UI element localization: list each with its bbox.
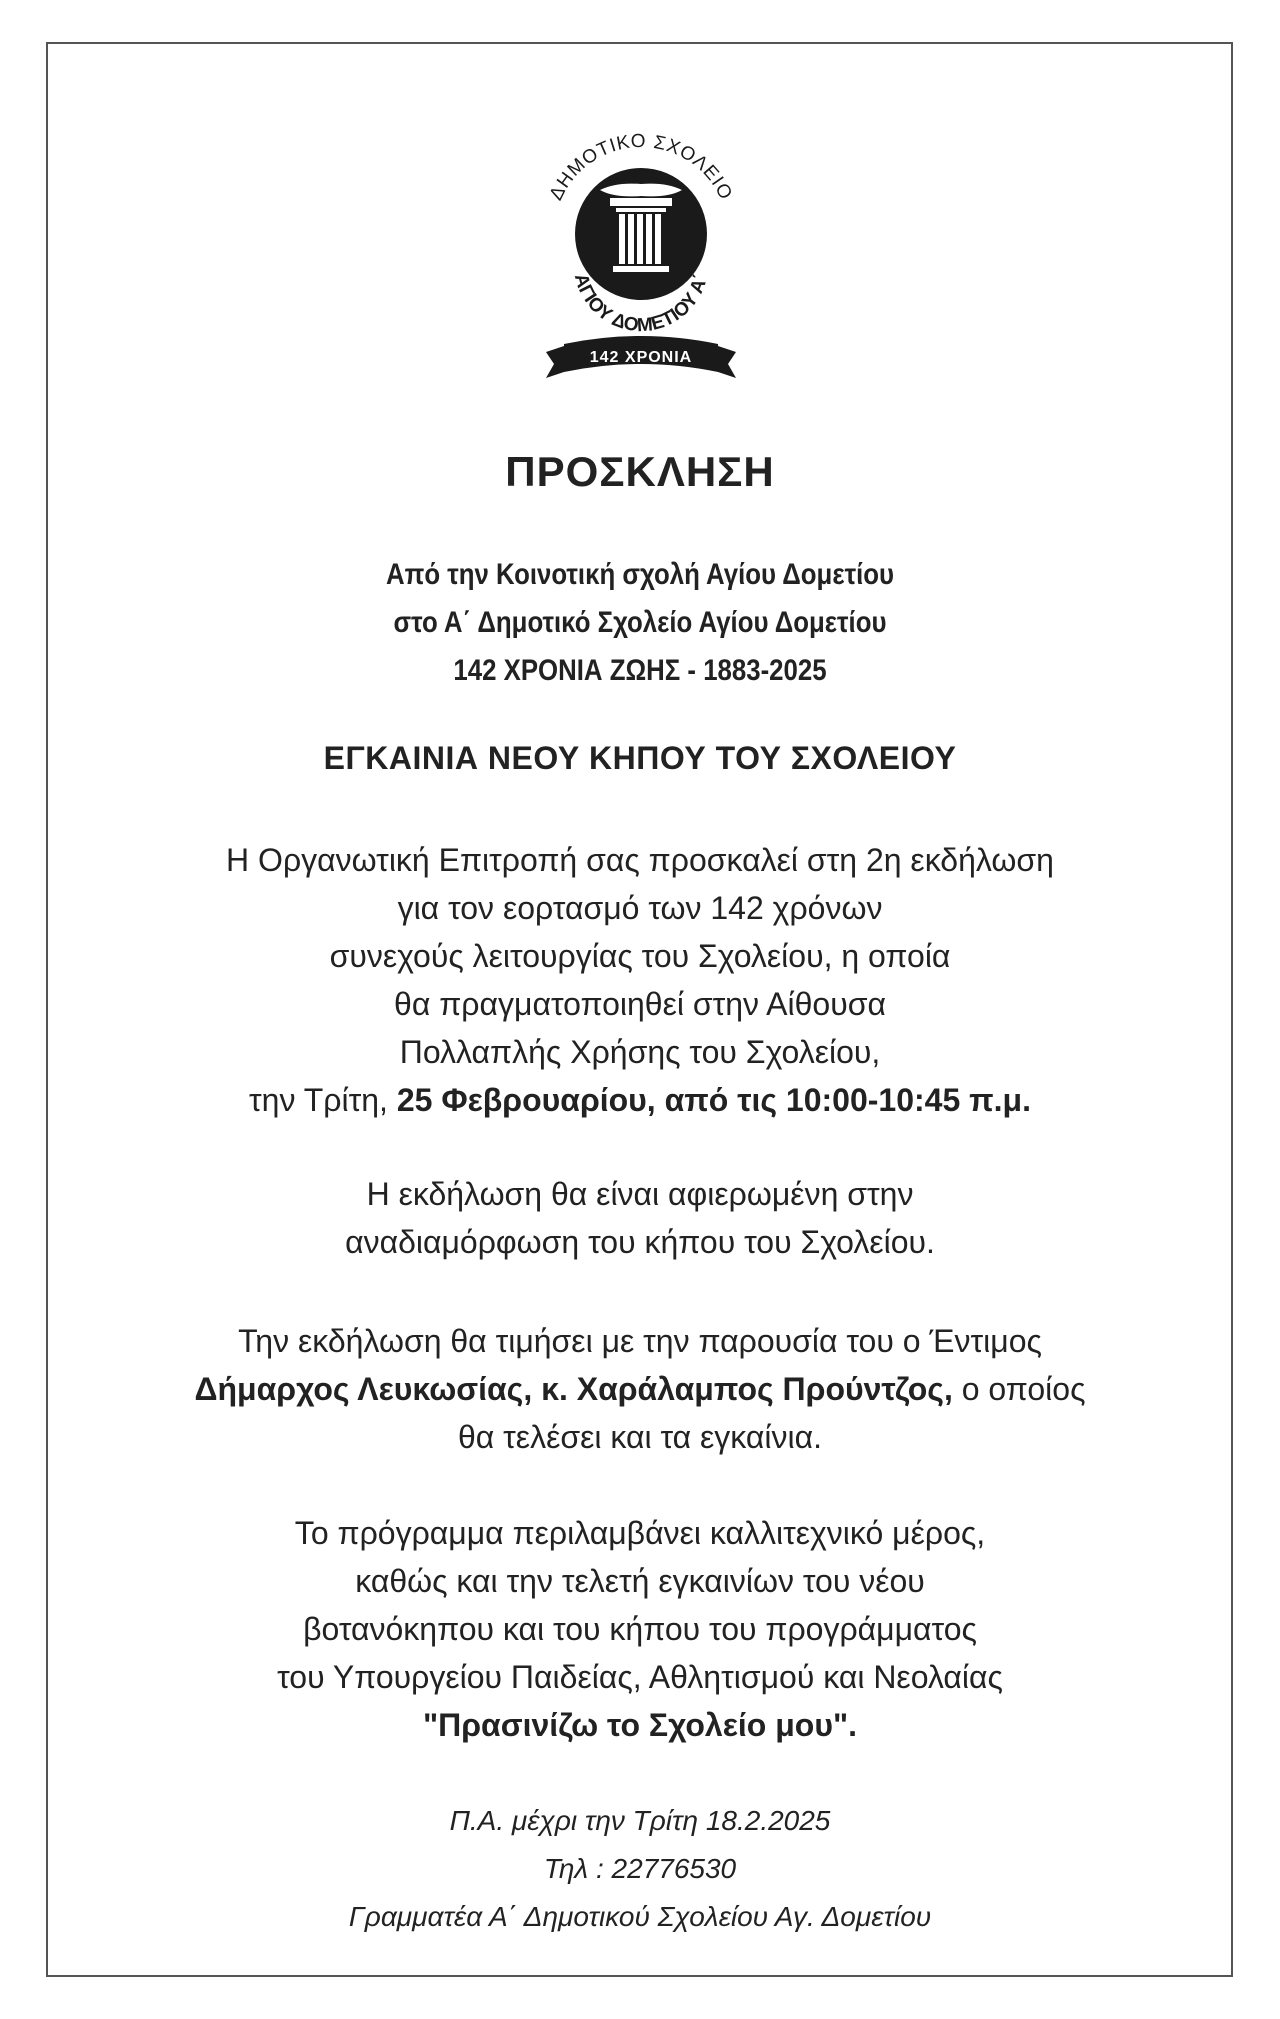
invitation-line-2: για τον εορτασμό των 142 χρόνων: [397, 890, 883, 926]
program-name: "Πρασινίζω το Σχολείο μου".: [422, 1707, 858, 1743]
program-line-1: Το πρόγραμμα περιλαμβάνει καλλιτεχνικό μέρος,: [294, 1515, 986, 1551]
invitation-line-5: Πολλαπλής Χρήσης του Σχολείου,: [399, 1034, 881, 1070]
rsvp-line: Π.Α. μέχρι την Τρίτη 18.2.2025: [449, 1805, 831, 1836]
logo-arc-bottom-text: ΑΓΙΟΥ ΔΟΜΕΤΙΟΥ Α΄: [569, 271, 712, 337]
honor-line-2: [0, 1365, 1280, 1413]
invitation-line-4: θα πραγματοποιηθεί στην Αίθουσα: [394, 986, 886, 1022]
logo-ribbon: [546, 336, 736, 378]
invitation-line-1: Η Οργανωτική Επιτροπή σας προσκαλεί στη 2η εκδήλωση: [226, 842, 1054, 878]
mayor-name: Δήμαρχος Λευκωσίας, κ. Χαράλαμπος Προύντζος,: [194, 1371, 953, 1407]
mayor-suffix: ο οποίος: [952, 1371, 1086, 1407]
program-line-4: του Υπουργείου Παιδείας, Αθλητισμού και Νεολαίας: [277, 1659, 1003, 1695]
host-line-2: στο Α΄ Δημοτικό Σχολείο Αγίου Δομετίου: [393, 606, 887, 639]
invitation-paragraph: [0, 836, 1280, 1124]
program-line-3: βοτανόκηπου και του κήπου του προγράμματος: [303, 1611, 977, 1647]
phone-line: Τηλ : 22776530: [543, 1853, 737, 1884]
event-title: ΕΓΚΑΙΝΙΑ ΝΕΟΥ ΚΗΠΟΥ ΤΟΥ ΣΧΟΛΕΙΟΥ: [323, 740, 957, 776]
school-logo: [536, 132, 746, 392]
event-date: 25 Φεβρουαρίου, από τις 10:00-10:45 π.μ.: [396, 1082, 1031, 1118]
date-prefix: την Τρίτη,: [249, 1082, 397, 1118]
honor-paragraph: [0, 1317, 1280, 1461]
dedication-line-1: Η εκδήλωση θα είναι αφιερωμένη στην: [366, 1176, 914, 1212]
logo-ribbon-text: 142 ΧΡΟΝΙΑ: [589, 349, 693, 366]
dedication-paragraph: [0, 1170, 1280, 1266]
host-line-3: 142 ΧΡΟΝΙΑ ΖΩΗΣ - 1883-2025: [453, 654, 827, 687]
invitation-date-line: [0, 1076, 1280, 1124]
program-paragraph: [0, 1509, 1280, 1749]
logo-arc-top-text: ΔΗΜΟΤΙΚΟ ΣΧΟΛΕΙΟ: [545, 132, 737, 204]
honor-line-1: Την εκδήλωση θα τιμήσει με την παρουσία του ο Έντιμος: [238, 1323, 1042, 1359]
program-line-2: καθώς και την τελετή εγκαινίων του νέου: [355, 1563, 925, 1599]
secretary-line: Γραμματέα Α΄ Δημοτικού Σχολείου Αγ. Δομετίου: [348, 1901, 932, 1932]
footer-contact: [0, 1797, 1280, 1941]
host-line-1: Από την Κοινοτική σχολή Αγίου Δομετίου: [385, 558, 895, 591]
dedication-line-2: αναδιαμόρφωση του κήπου του Σχολείου.: [345, 1224, 935, 1260]
invitation-line-3: συνεχούς λειτουργίας του Σχολείου, η οποία: [329, 938, 951, 974]
host-organization: [90, 551, 1191, 695]
page-title: ΠΡΟΣΚΛΗΣΗ: [505, 448, 775, 495]
honor-line-3: θα τελέσει και τα εγκαίνια.: [457, 1419, 823, 1455]
